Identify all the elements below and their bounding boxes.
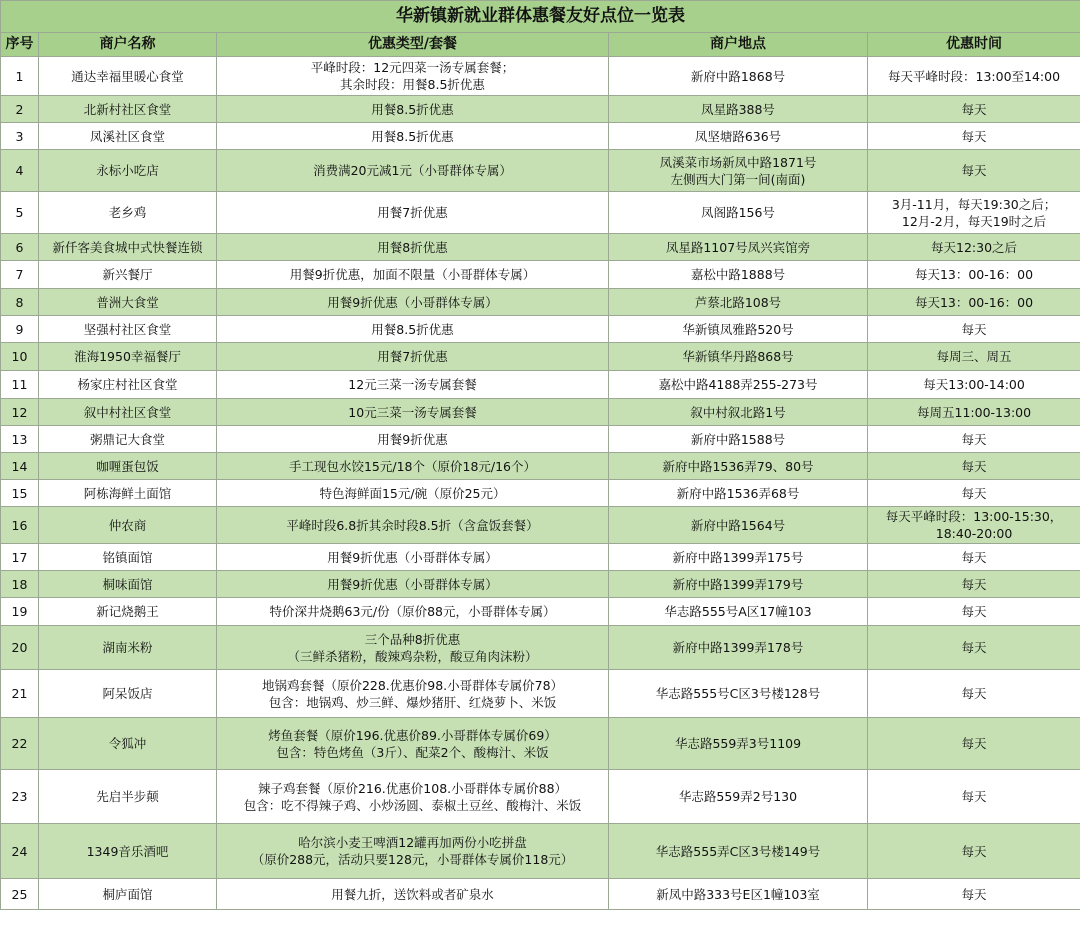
merchant-address: 新凤中路333号E区1幢103室 <box>609 879 868 910</box>
row-number: 12 <box>1 399 39 426</box>
offer-time: 每天 <box>868 453 1080 480</box>
offer-type: 10元三菜一汤专属套餐 <box>217 399 609 426</box>
merchant-name: 坚强村社区食堂 <box>39 316 217 343</box>
offer-time: 每天平峰时段：13:00-15:30， 18:40-20:00 <box>868 507 1080 544</box>
merchant-address: 凤阁路156号 <box>609 192 868 234</box>
offer-time: 每周五11:00-13:00 <box>868 399 1080 426</box>
offer-time: 每天 <box>868 571 1080 598</box>
offer-time: 每天 <box>868 426 1080 453</box>
header-address: 商户地点 <box>609 33 868 57</box>
row-number: 20 <box>1 626 39 670</box>
row-number: 14 <box>1 453 39 480</box>
offer-time: 每天13:00-14:00 <box>868 371 1080 399</box>
merchant-address: 华志路559弄3号1109 <box>609 718 868 770</box>
merchant-name: 永标小吃店 <box>39 150 217 192</box>
merchant-name: 桐味面馆 <box>39 571 217 598</box>
table-row <box>1 96 1080 123</box>
table-row <box>1 316 1080 343</box>
merchant-name: 咖喱蛋包饭 <box>39 453 217 480</box>
merchant-name: 阿呆饭店 <box>39 670 217 718</box>
row-number: 18 <box>1 571 39 598</box>
table-row <box>1 234 1080 261</box>
offer-type: 三个品种8折优惠 （三鲜杀猪粉，酸辣鸡杂粉，酸豆角肉沫粉） <box>217 626 609 670</box>
row-number: 3 <box>1 123 39 150</box>
offer-type: 用餐7折优惠 <box>217 192 609 234</box>
merchant-name: 仲农商 <box>39 507 217 544</box>
offer-type: 用餐九折，送饮料或者矿泉水 <box>217 879 609 910</box>
offer-type: 用餐9折优惠（小哥群体专属） <box>217 544 609 571</box>
offer-time: 每天 <box>868 879 1080 910</box>
offer-time: 每天13：00-16：00 <box>868 289 1080 316</box>
table-row <box>1 426 1080 453</box>
table-row <box>1 670 1080 718</box>
merchant-address: 新府中路1399弄179号 <box>609 571 868 598</box>
merchant-address: 新府中路1399弄178号 <box>609 626 868 670</box>
merchant-address: 凤星路388号 <box>609 96 868 123</box>
merchant-address: 华新镇凤雅路520号 <box>609 316 868 343</box>
table-row <box>1 150 1080 192</box>
offer-type: 特色海鲜面15元/碗（原价25元） <box>217 480 609 507</box>
row-number: 25 <box>1 879 39 910</box>
row-number: 7 <box>1 261 39 289</box>
merchant-address: 新府中路1588号 <box>609 426 868 453</box>
offer-type: 消费满20元减1元（小哥群体专属） <box>217 150 609 192</box>
merchant-name: 湖南米粉 <box>39 626 217 670</box>
offer-time: 每周三、周五 <box>868 343 1080 371</box>
row-number: 1 <box>1 57 39 96</box>
offer-time: 每天 <box>868 123 1080 150</box>
offer-time: 每天 <box>868 96 1080 123</box>
merchant-name: 新兴餐厅 <box>39 261 217 289</box>
merchant-address: 凤星路1107号凤兴宾馆旁 <box>609 234 868 261</box>
table-row <box>1 770 1080 824</box>
merchant-address: 华志路555号C区3号楼128号 <box>609 670 868 718</box>
offer-type: 用餐9折优惠，加面不限量（小哥群体专属） <box>217 261 609 289</box>
row-number: 10 <box>1 343 39 371</box>
offer-time: 每天 <box>868 316 1080 343</box>
row-number: 19 <box>1 598 39 626</box>
offer-type: 手工现包水饺15元/18个（原价18元/16个） <box>217 453 609 480</box>
merchant-name: 淮海1950幸福餐厅 <box>39 343 217 371</box>
merchant-name: 新仟客美食城中式快餐连锁 <box>39 234 217 261</box>
merchant-name: 粥鼎记大食堂 <box>39 426 217 453</box>
offer-type: 用餐9折优惠 <box>217 426 609 453</box>
row-number: 6 <box>1 234 39 261</box>
merchant-name: 阿栋海鲜土面馆 <box>39 480 217 507</box>
row-number: 11 <box>1 371 39 399</box>
merchant-address: 新府中路1868号 <box>609 57 868 96</box>
header-row <box>1 33 1080 57</box>
table-row <box>1 718 1080 770</box>
merchant-address: 叙中村叙北路1号 <box>609 399 868 426</box>
merchant-address: 新府中路1564号 <box>609 507 868 544</box>
merchant-name: 令狐冲 <box>39 718 217 770</box>
offer-time: 每天 <box>868 544 1080 571</box>
merchant-address: 凤坚塘路636号 <box>609 123 868 150</box>
row-number: 8 <box>1 289 39 316</box>
row-number: 21 <box>1 670 39 718</box>
row-number: 5 <box>1 192 39 234</box>
table-title: 华新镇新就业群体惠餐友好点位一览表 <box>1 1 1080 33</box>
merchant-name: 铭镇面馆 <box>39 544 217 571</box>
table-row <box>1 343 1080 371</box>
row-number: 17 <box>1 544 39 571</box>
merchant-name: 通达幸福里暖心食堂 <box>39 57 217 96</box>
row-number: 13 <box>1 426 39 453</box>
offer-type: 用餐8.5折优惠 <box>217 96 609 123</box>
merchant-name: 凤溪社区食堂 <box>39 123 217 150</box>
merchant-address: 新府中路1536弄68号 <box>609 480 868 507</box>
merchant-address: 新府中路1399弄175号 <box>609 544 868 571</box>
merchant-address: 华新镇华丹路868号 <box>609 343 868 371</box>
merchant-address: 凤溪菜市场新凤中路1871号 左侧西大门第一间(南面) <box>609 150 868 192</box>
merchant-name: 1349音乐酒吧 <box>39 824 217 879</box>
offer-time: 每天平峰时段：13:00至14:00 <box>868 57 1080 96</box>
merchant-address: 华志路555弄C区3号楼149号 <box>609 824 868 879</box>
merchant-name: 叙中村社区食堂 <box>39 399 217 426</box>
offer-time: 每天 <box>868 480 1080 507</box>
table-row <box>1 544 1080 571</box>
row-number: 15 <box>1 480 39 507</box>
offer-type: 平峰时段6.8折其余时段8.5折（含盒饭套餐） <box>217 507 609 544</box>
merchant-name: 新记烧鹅王 <box>39 598 217 626</box>
merchant-name: 桐庐面馆 <box>39 879 217 910</box>
table-row <box>1 571 1080 598</box>
header-merchant-name: 商户名称 <box>39 33 217 57</box>
offer-time: 每天12:30之后 <box>868 234 1080 261</box>
offer-time: 每天 <box>868 598 1080 626</box>
header-offer-type: 优惠类型/套餐 <box>217 33 609 57</box>
merchant-address: 新府中路1536弄79、80号 <box>609 453 868 480</box>
merchant-name: 先启半步颠 <box>39 770 217 824</box>
table-title-row <box>1 1 1080 33</box>
offer-time: 每天 <box>868 824 1080 879</box>
row-number: 16 <box>1 507 39 544</box>
offer-type: 地锅鸡套餐（原价228.优惠价98.小哥群体专属价78） 包含：地锅鸡、炒三鲜、爆炒猪肝、红烧萝卜、米饭 <box>217 670 609 718</box>
table-row <box>1 371 1080 399</box>
table-row <box>1 57 1080 96</box>
offer-type: 用餐7折优惠 <box>217 343 609 371</box>
offer-type: 用餐9折优惠（小哥群体专属） <box>217 289 609 316</box>
row-number: 24 <box>1 824 39 879</box>
merchant-address: 芦蔡北路108号 <box>609 289 868 316</box>
row-number: 2 <box>1 96 39 123</box>
offer-type: 用餐9折优惠（小哥群体专属） <box>217 571 609 598</box>
offer-time: 每天 <box>868 670 1080 718</box>
offer-type: 平峰时段：12元四菜一汤专属套餐； 其余时段：用餐8.5折优惠 <box>217 57 609 96</box>
merchant-name: 杨家庄村社区食堂 <box>39 371 217 399</box>
row-number: 23 <box>1 770 39 824</box>
offer-type: 特价深井烧鹅63元/份（原价88元，小哥群体专属） <box>217 598 609 626</box>
merchant-address: 嘉松中路4188弄255-273号 <box>609 371 868 399</box>
header-no: 序号 <box>1 33 39 57</box>
offer-type: 12元三菜一汤专属套餐 <box>217 371 609 399</box>
merchant-address: 嘉松中路1888号 <box>609 261 868 289</box>
table-row <box>1 123 1080 150</box>
offer-type: 哈尔滨小麦王啤酒12罐再加两份小吃拼盘 （原价288元，活动只要128元，小哥群体专属价118元） <box>217 824 609 879</box>
row-number: 22 <box>1 718 39 770</box>
offer-type: 用餐8.5折优惠 <box>217 316 609 343</box>
table-row <box>1 879 1080 910</box>
offer-type: 辣子鸡套餐（原价216.优惠价108.小哥群体专属价88） 包含：吃不得辣子鸡、小炒汤圆、泰椒土豆丝、酸梅汁、米饭 <box>217 770 609 824</box>
table-row <box>1 598 1080 626</box>
table-row <box>1 289 1080 316</box>
table-row <box>1 261 1080 289</box>
row-number: 4 <box>1 150 39 192</box>
offer-time: 每天 <box>868 718 1080 770</box>
table-row <box>1 824 1080 879</box>
merchant-address: 华志路559弄2号130 <box>609 770 868 824</box>
table-row <box>1 507 1080 544</box>
header-offer-time: 优惠时间 <box>868 33 1080 57</box>
table-row <box>1 399 1080 426</box>
merchant-name: 普洲大食堂 <box>39 289 217 316</box>
table-row <box>1 626 1080 670</box>
offer-type: 用餐8折优惠 <box>217 234 609 261</box>
merchant-address: 华志路555号A区17幢103 <box>609 598 868 626</box>
offer-time: 每天 <box>868 626 1080 670</box>
offer-time: 每天 <box>868 150 1080 192</box>
table-row <box>1 453 1080 480</box>
offer-time: 每天 <box>868 770 1080 824</box>
table-row <box>1 192 1080 234</box>
table-row <box>1 480 1080 507</box>
offer-time: 每天13：00-16：00 <box>868 261 1080 289</box>
offer-type: 烤鱼套餐（原价196.优惠价89.小哥群体专属价69） 包含：特色烤鱼（3斤）、配菜2个、酸梅汁、米饭 <box>217 718 609 770</box>
row-number: 9 <box>1 316 39 343</box>
merchant-name: 北新村社区食堂 <box>39 96 217 123</box>
offer-time: 3月-11月，每天19:30之后； 12月-2月，每天19时之后 <box>868 192 1080 234</box>
merchant-name: 老乡鸡 <box>39 192 217 234</box>
table-body <box>1 57 1080 910</box>
offer-type: 用餐8.5折优惠 <box>217 123 609 150</box>
